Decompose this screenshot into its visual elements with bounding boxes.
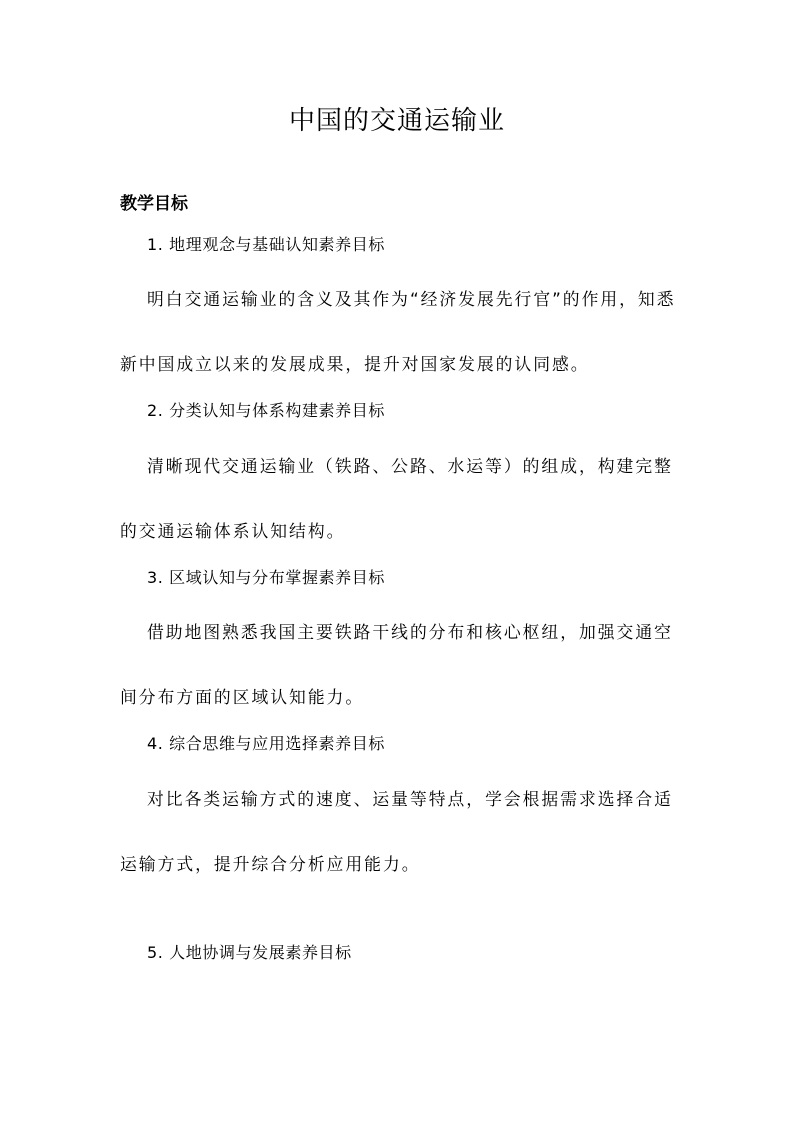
objective-4-text: 对比各类运输方式的速度、运量等特点，学会根据需求选择合适运输方式，提升综合分析应用能力。: [120, 789, 673, 874]
objective-5-label: 5. 人地协调与发展素养目标: [147, 943, 352, 962]
objective-2-text: 清晰现代交通运输业（铁路、公路、水运等）的组成，构建完整的交通运输体系认知结构。: [120, 456, 673, 541]
objective-2-label: 2. 分类认知与体系构建素养目标: [147, 401, 385, 420]
objective-3-label: 3. 区域认知与分布掌握素养目标: [147, 568, 385, 587]
objective-1-text: 明白交通运输业的含义及其作为“经济发展先行官”的作用，知悉新中国成立以来的发展成果，提升对国家发展的认同感。: [120, 289, 676, 374]
objective-4-label: 4. 综合思维与应用选择素养目标: [147, 734, 385, 753]
objective-3-text: 借助地图熟悉我国主要铁路干线的分布和核心枢纽，加强交通空间分布方面的区域认知能力。: [120, 622, 673, 707]
document-title: 中国的交通运输业: [288, 106, 505, 136]
section-heading: 教学目标: [120, 194, 188, 214]
objective-1-label: 1. 地理观念与基础认知素养目标: [147, 235, 385, 254]
